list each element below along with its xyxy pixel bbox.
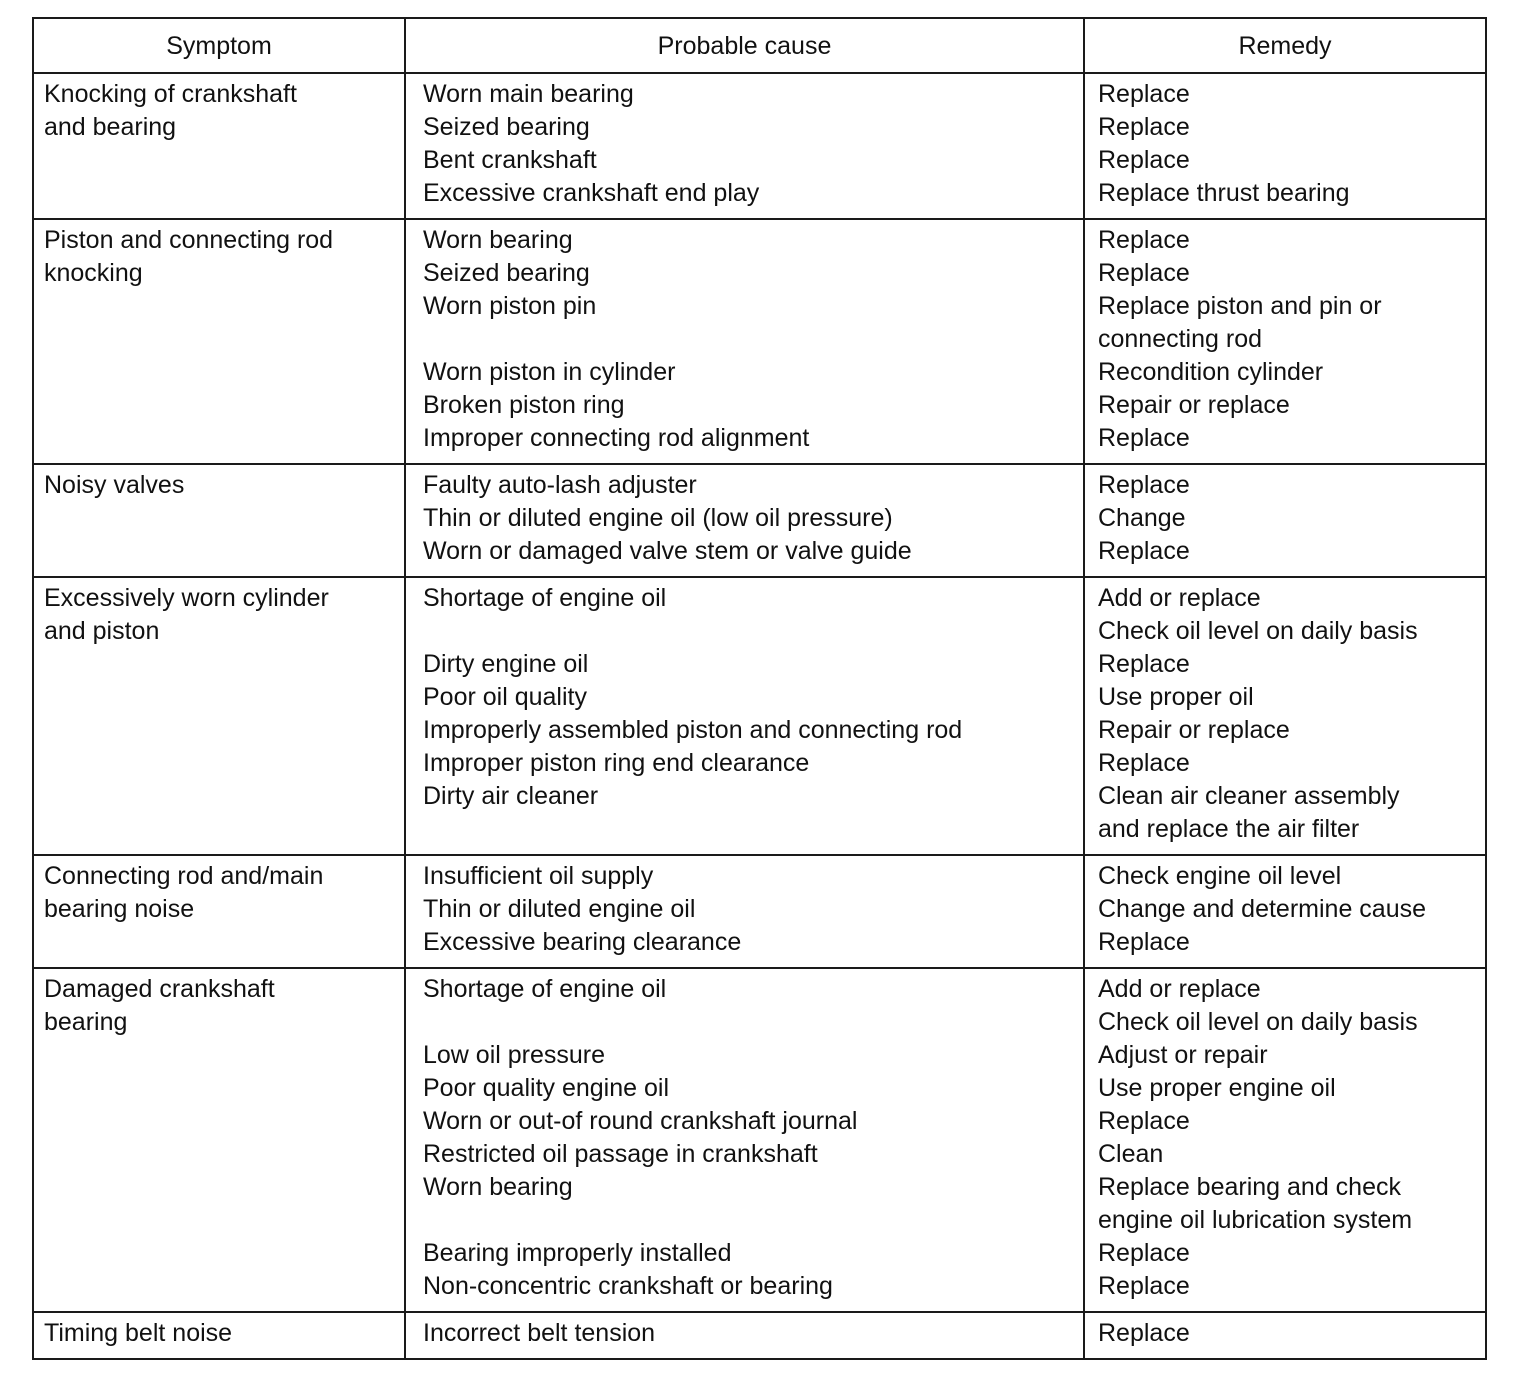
- cause-line: Thin or diluted engine oil (low oil pressure): [423, 504, 893, 532]
- remedy-line: Replace: [1098, 424, 1190, 452]
- cause-line: Excessive crankshaft end play: [423, 179, 760, 207]
- table-row: [33, 577, 1486, 855]
- remedy-line: Check oil level on daily basis: [1098, 617, 1418, 645]
- remedy-line: Clean: [1098, 1140, 1164, 1168]
- symptom-line: and bearing: [44, 113, 177, 141]
- cause-line: Broken piston ring: [423, 391, 625, 419]
- symptom-cell: [33, 1312, 405, 1359]
- cause-line: [423, 813, 1073, 846]
- cause-line: Improper connecting rod alignment: [423, 424, 810, 452]
- symptom-line: knocking: [44, 259, 143, 287]
- troubleshooting-table: [32, 17, 1487, 1360]
- symptom-cell: [33, 73, 405, 219]
- table-row: [33, 73, 1486, 219]
- cause-line: Bent crankshaft: [423, 146, 597, 174]
- cause-line: [423, 1006, 1073, 1039]
- symptom-line: Knocking of crankshaft: [44, 80, 297, 108]
- remedy-line: Replace: [1098, 471, 1190, 499]
- remedy-line: Replace: [1098, 1107, 1190, 1135]
- symptom-line: bearing noise: [44, 895, 195, 923]
- cause-line: Worn main bearing: [423, 80, 634, 108]
- remedy-line: and replace the air filter: [1098, 815, 1360, 843]
- remedy-cell: [1084, 464, 1486, 577]
- cause-line: Worn bearing: [423, 1173, 573, 1201]
- cause-line: Shortage of engine oil: [423, 584, 667, 612]
- probable-cause-cell: [405, 855, 1084, 968]
- remedy-cell: [1084, 1312, 1486, 1359]
- cause-line: Bearing improperly installed: [423, 1239, 732, 1267]
- probable-cause-cell: [405, 577, 1084, 855]
- cause-line: Worn piston in cylinder: [423, 358, 676, 386]
- symptom-cell: [33, 968, 405, 1312]
- cause-line: Insufficient oil supply: [423, 862, 654, 890]
- symptom-line: Damaged crankshaft: [44, 975, 275, 1003]
- remedy-line: engine oil lubrication system: [1098, 1206, 1413, 1234]
- remedy-cell: [1084, 73, 1486, 219]
- symptom-cell: [33, 464, 405, 577]
- symptom-line: Piston and connecting rod: [44, 226, 334, 254]
- remedy-line: Replace: [1098, 1239, 1190, 1267]
- cause-line: [423, 615, 1073, 648]
- cause-line: Restricted oil passage in crankshaft: [423, 1140, 818, 1168]
- remedy-line: Check oil level on daily basis: [1098, 1008, 1418, 1036]
- remedy-line: Replace: [1098, 1272, 1190, 1300]
- remedy-line: Add or replace: [1098, 584, 1261, 612]
- remedy-line: Replace: [1098, 537, 1190, 565]
- header-row: [33, 18, 1486, 73]
- remedy-line: Replace: [1098, 650, 1190, 678]
- cause-line: Worn or damaged valve stem or valve guide: [423, 537, 912, 565]
- remedy-line: Replace piston and pin or: [1098, 292, 1382, 320]
- symptom-line: and piston: [44, 617, 160, 645]
- symptom-line: Connecting rod and/main: [44, 862, 324, 890]
- cause-line: Thin or diluted engine oil: [423, 895, 696, 923]
- cause-line: Seized bearing: [423, 259, 590, 287]
- remedy-line: connecting rod: [1098, 325, 1263, 353]
- probable-cause-cell: [405, 464, 1084, 577]
- cause-line: Non-concentric crankshaft or bearing: [423, 1272, 833, 1300]
- remedy-line: Replace: [1098, 1319, 1190, 1347]
- remedy-line: Check engine oil level: [1098, 862, 1342, 890]
- cause-line: Worn bearing: [423, 226, 573, 254]
- cause-line: Poor quality engine oil: [423, 1074, 669, 1102]
- cause-line: Seized bearing: [423, 113, 590, 141]
- cause-line: Incorrect belt tension: [423, 1319, 656, 1347]
- table-row: [33, 464, 1486, 577]
- table-row: [33, 219, 1486, 464]
- cause-line: Dirty engine oil: [423, 650, 589, 678]
- table-row: [33, 855, 1486, 968]
- symptom-cell: [33, 577, 405, 855]
- remedy-line: Change and determine cause: [1098, 895, 1427, 923]
- remedy-cell: [1084, 968, 1486, 1312]
- probable-cause-cell: [405, 219, 1084, 464]
- cause-line: Faulty auto-lash adjuster: [423, 471, 697, 499]
- probable-cause-cell: [405, 1312, 1084, 1359]
- remedy-line: Add or replace: [1098, 975, 1261, 1003]
- probable-cause-cell: [405, 73, 1084, 219]
- cause-line: [423, 323, 1073, 356]
- remedy-line: Replace: [1098, 226, 1190, 254]
- remedy-line: Replace: [1098, 749, 1190, 777]
- cause-line: Low oil pressure: [423, 1041, 606, 1069]
- remedy-line: Use proper oil: [1098, 683, 1254, 711]
- symptom-line: Noisy valves: [44, 471, 185, 499]
- remedy-line: Replace bearing and check: [1098, 1173, 1401, 1201]
- cause-line: Worn or out-of round crankshaft journal: [423, 1107, 858, 1135]
- remedy-cell: [1084, 577, 1486, 855]
- remedy-line: Use proper engine oil: [1098, 1074, 1336, 1102]
- cause-line: Excessive bearing clearance: [423, 928, 742, 956]
- remedy-line: Repair or replace: [1098, 391, 1290, 419]
- cause-line: [423, 1204, 1073, 1237]
- symptom-line: Excessively worn cylinder: [44, 584, 329, 612]
- remedy-cell: [1084, 219, 1486, 464]
- remedy-line: Replace thrust bearing: [1098, 179, 1350, 207]
- remedy-line: Replace: [1098, 146, 1190, 174]
- remedy-line: Replace: [1098, 113, 1190, 141]
- remedy-line: Recondition cylinder: [1098, 358, 1324, 386]
- remedy-line: Change: [1098, 504, 1186, 532]
- remedy-line: Repair or replace: [1098, 716, 1290, 744]
- symptom-line: bearing: [44, 1008, 128, 1036]
- table-row: [33, 1312, 1486, 1359]
- remedy-line: Replace: [1098, 928, 1190, 956]
- cause-line: Shortage of engine oil: [423, 975, 667, 1003]
- header-symptom: Symptom: [33, 18, 405, 73]
- header-remedy: Remedy: [1084, 18, 1486, 73]
- remedy-line: Clean air cleaner assembly: [1098, 782, 1400, 810]
- symptom-cell: [33, 855, 405, 968]
- symptom-cell: [33, 219, 405, 464]
- cause-line: Dirty air cleaner: [423, 782, 599, 810]
- header-probable-cause: Probable cause: [405, 18, 1084, 73]
- cause-line: Improperly assembled piston and connecting rod: [423, 716, 963, 744]
- cause-line: Worn piston pin: [423, 292, 597, 320]
- remedy-line: Replace: [1098, 80, 1190, 108]
- table-row: [33, 968, 1486, 1312]
- remedy-line: Replace: [1098, 259, 1190, 287]
- cause-line: Poor oil quality: [423, 683, 587, 711]
- remedy-cell: [1084, 855, 1486, 968]
- probable-cause-cell: [405, 968, 1084, 1312]
- remedy-line: Adjust or repair: [1098, 1041, 1268, 1069]
- cause-line: Improper piston ring end clearance: [423, 749, 810, 777]
- symptom-line: Timing belt noise: [44, 1319, 233, 1347]
